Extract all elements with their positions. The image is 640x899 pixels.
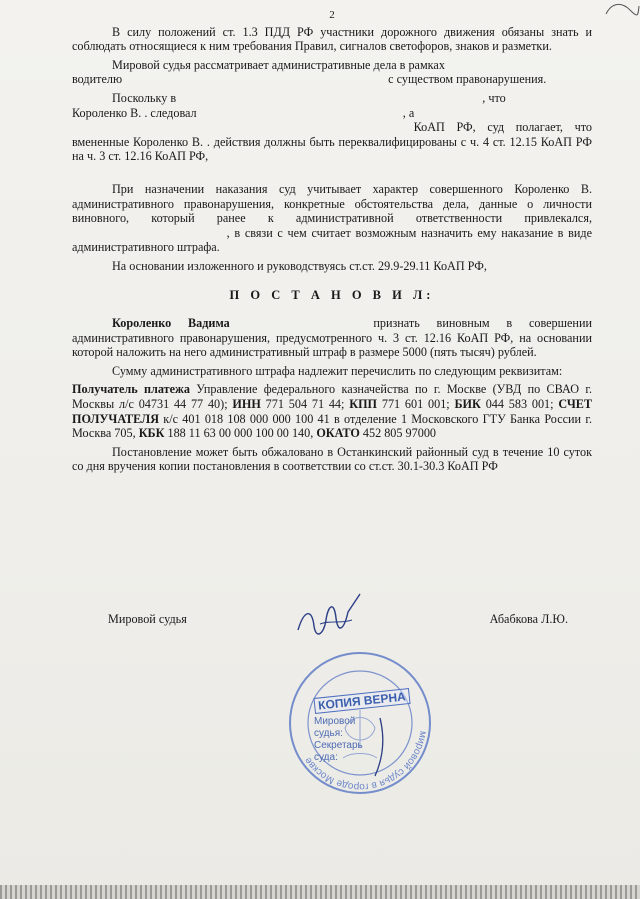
paragraph-1: В силу положений ст. 1.3 ПДД РФ участники дорожного движения обязаны знать и соблюдать относящиеся к ним требования Правил, сигналов светофоров, знаков и разметки. <box>72 24 592 54</box>
paragraph-8: Постановление может быть обжаловано в Останкинский районный суд в течение 10 суток со дня вручения копии постановления в соответствии со ст.ст. 30.1-30.3 КоАП РФ <box>72 444 592 474</box>
defendant-name: Короленко Вадима <box>112 316 230 331</box>
court-seal <box>285 648 435 798</box>
paragraph-3: Поскольку в , что Короленко В. . следовал , а КоАП РФ, суд полагает, что вмененные Короленко В. . действия должны быть переквалифицированы с ч. 4 ст. 12.15 КоАП РФ на ч. 3 ст. 12.16 КоАП РФ, <box>72 90 592 164</box>
stamp-line-1: Мировой <box>314 716 356 727</box>
paragraph-4: При назначении наказания суд учитывает характер совершенного Короленко В. административного правонарушения, конкретные обстоятельства дела, данные о личности виновного, который ранее к административной ответственности привлекался, , в связи с чем считает возможным назначить ему наказание в виде административного штрафа. <box>72 181 592 255</box>
judge-name: Абабкова Л.Ю. <box>489 612 568 626</box>
paragraph-7: Сумму административного штрафа надлежит перечислить по следующим реквизитам: <box>112 363 563 378</box>
judge-role: Мировой судья <box>108 612 187 626</box>
payment-requisites: Получатель платежа Управление федерального казначейства по г. Москве (УВД по СВАО г. Москвы л/с 04731 44 77 40); ИНН 771 504 71 44; КПП 771 601 001; БИК 044 583 001; СЧЕТ ПОЛУЧАТЕЛЯ к/с 401 018 108 000 000 100 41 в отделение 1 Московского ГТУ Банка России г. Москва 705, КБК 188 11 63 00 000 100 00 140, ОКАТО 452 805 97000 <box>72 382 593 441</box>
stamp-line-3: Секретарь <box>314 740 363 751</box>
seal-ring-text: мировой судья в городе Москве <box>302 730 429 793</box>
stamp-line-2: судья: <box>314 728 343 739</box>
paragraph-2: Мировой судья рассматривает административные дела в рамках водителю с существом правонарушения. <box>72 57 547 87</box>
handwritten-signature <box>290 590 370 650</box>
bottom-scan-edge <box>0 885 640 899</box>
stamp-line-4: суда: <box>314 752 338 763</box>
copy-verified-label: КОПИЯ ВЕРНА <box>313 688 410 714</box>
paragraph-5: На основании изложенного и руководствуясь ст.ст. 29.9-29.11 КоАП РФ, <box>112 258 487 273</box>
page-number: 2 <box>329 9 335 21</box>
resolution-heading: П О С Т А Н О В И Л: <box>229 287 435 302</box>
paragraph-6: Короленко Вадима признать виновным в совершении административного правонарушения, предусмотренного ч. 3 ст. 12.16 КоАП РФ, на основании которой наложить на него административный штраф в размере 5000 (пять тысяч) рублей. <box>72 316 592 360</box>
document-body <box>72 8 592 478</box>
corner-scribble <box>600 0 640 20</box>
